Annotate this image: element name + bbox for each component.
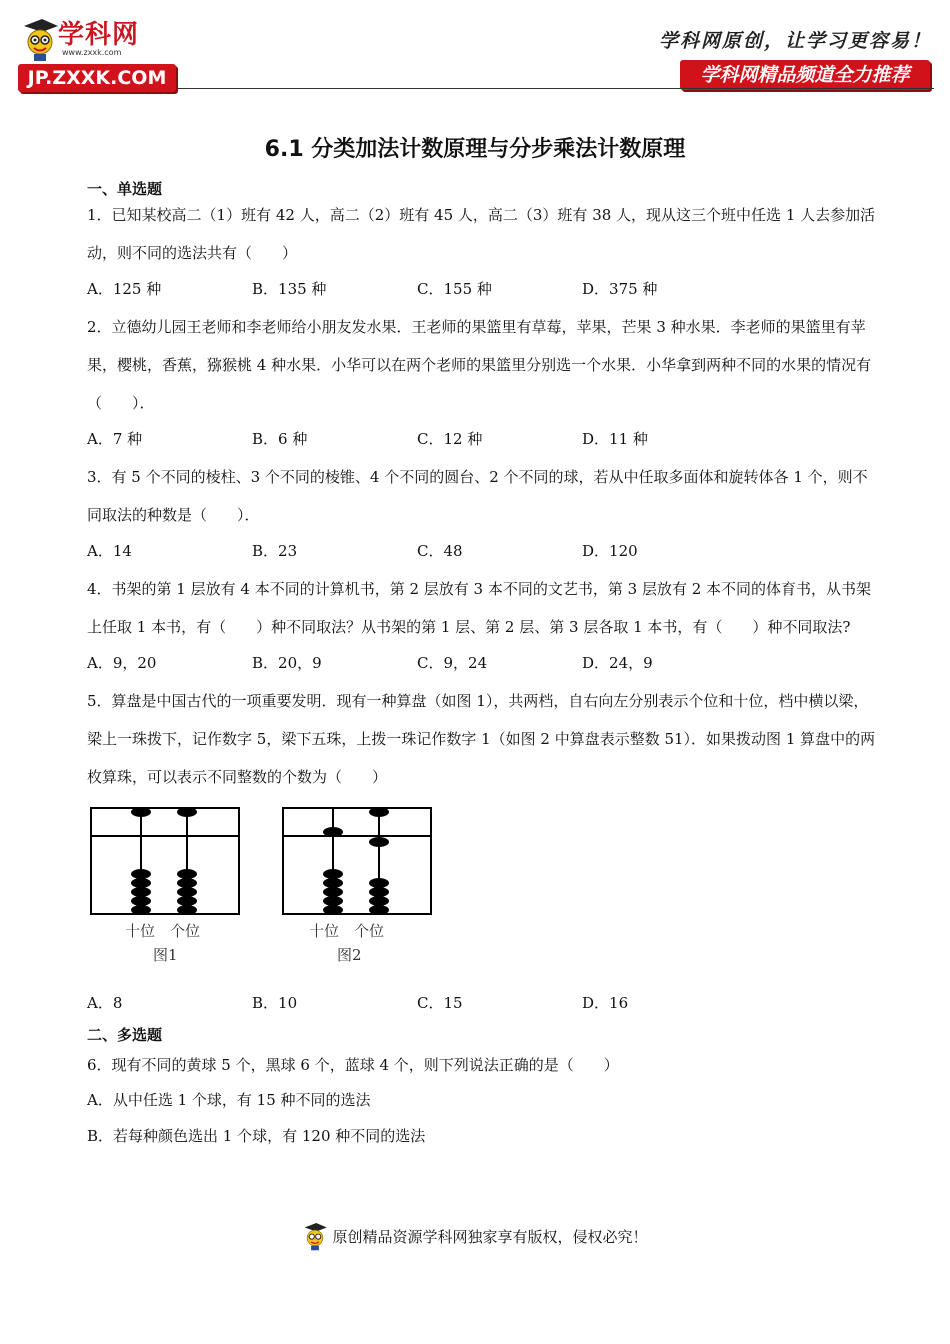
page-footer xyxy=(0,1220,950,1256)
logo-domain-badge: JP.ZXXK.COM xyxy=(18,64,176,92)
question-1-option-a: A．125 种 xyxy=(87,280,162,298)
page-title: 6.1 分类加法计数原理与分步乘法计数原理 xyxy=(264,137,686,162)
question-3-option-c: C．48 xyxy=(417,542,463,560)
question-2-text: 2．立德幼儿园王老师和李老师给小朋友发水果．王老师的果篮里有草莓，苹果，芒果 3 种水果．李老师的果篮里有苹果，樱桃，香蕉，猕猴桃 4 种水果．小华可以在两个老师的果篮里分别选一个水果．小华拿到两种不同的水果的情况有（ ）． xyxy=(87,318,872,412)
logo-site-url: www.zxxk.com xyxy=(62,48,122,57)
site-logo[interactable] xyxy=(18,14,183,96)
abacus-1-caption: 图1 xyxy=(153,946,178,964)
document-body xyxy=(87,174,877,1154)
question-5-text: 5．算盘是中国古代的一项重要发明．现有一种算盘（如图 1），共两档，自右向左分别表示个位和十位，档中横以梁，梁上一珠拨下，记作数字 5，梁下五珠，上拨一珠记作数字 1（如图 2 中算盘表示整数 51）．如果拨动图 1 算盘中的两枚算珠，可以表示不同整数的个数为（ ） xyxy=(87,692,876,786)
question-6-option-a: A．从中任选 1 个球，有 15 种不同的选法 xyxy=(87,1091,371,1109)
question-1-option-c: C．155 种 xyxy=(417,280,492,298)
question-4-option-b: B．20，9 xyxy=(252,654,322,672)
header-slogan: 学科网原创，让学习更容易！ xyxy=(658,30,932,52)
logo-text: 学科网 xyxy=(58,20,140,50)
question-4-option-c: C．9，24 xyxy=(417,654,488,672)
question-1-option-d: D．375 种 xyxy=(582,280,658,298)
mascot-icon xyxy=(20,16,60,62)
question-2-option-b: B．6 种 xyxy=(252,430,308,448)
question-2-option-c: C．12 种 xyxy=(417,430,483,448)
question-1-text: 1．已知某校高二（1）班有 42 人，高二（2）班有 45 人，高二（3）班有 38 人，现从这三个班中任选 1 人去参加活动，则不同的选法共有（ ） xyxy=(87,206,876,262)
question-2-option-d: D．11 种 xyxy=(582,430,648,448)
question-5-option-c: C．15 xyxy=(417,994,463,1012)
question-4-text: 4．书架的第 1 层放有 4 本不同的计算机书，第 2 层放有 3 本不同的文艺书，第 3 层放有 2 本不同的体育书，从书架上任取 1 本书，有（ ）种不同取法？从书架的第 1 层、第 2 层、第 3 层各取 1 本书，有（ ）种不同取法? xyxy=(87,580,872,636)
section-heading-single: 一、单选题 xyxy=(87,180,163,198)
question-3-text: 3．有 5 个不同的棱柱、3 个不同的棱锥、4 个不同的圆台、2 个不同的球，若从中任取多面体和旋转体各 1 个，则不同取法的种数是（ ）． xyxy=(87,468,868,524)
header-banner: 学科网精品频道全力推荐 xyxy=(680,60,930,90)
question-5-option-a: A．8 xyxy=(87,994,123,1012)
question-6-text: 6．现有不同的黄球 5 个，黑球 6 个，蓝球 4 个，则下列说法正确的是（ ） xyxy=(87,1056,619,1074)
question-3-options xyxy=(87,534,877,568)
question-2-options xyxy=(87,422,877,456)
question-4-options xyxy=(87,646,877,680)
question-1-options xyxy=(87,272,877,306)
page-header xyxy=(0,0,950,100)
question-5-options xyxy=(87,986,877,1020)
header-divider xyxy=(178,88,934,89)
question-3-option-d: D．120 xyxy=(582,542,638,560)
mascot-icon xyxy=(302,1220,328,1252)
abacus-figure-2 xyxy=(279,802,469,978)
abacus-1-labels: 十位 个位 xyxy=(125,922,201,940)
question-4-option-a: A．9，20 xyxy=(87,654,157,672)
abacus-2-labels: 十位 个位 xyxy=(309,922,385,940)
abacus-figures xyxy=(87,802,877,978)
question-6-option-b: B．若每种颜色选出 1 个球，有 120 种不同的选法 xyxy=(87,1127,426,1145)
copyright-notice: 原创精品资源学科网独家享有版权，侵权必究！ xyxy=(332,1227,648,1246)
abacus-2-caption: 图2 xyxy=(337,946,362,964)
question-3-option-a: A．14 xyxy=(87,542,132,560)
abacus-figure-1 xyxy=(87,802,277,978)
question-4-option-d: D．24，9 xyxy=(582,654,653,672)
section-heading-multi: 二、多选题 xyxy=(87,1026,163,1044)
question-5-option-b: B．10 xyxy=(252,994,298,1012)
question-1-option-b: B．135 种 xyxy=(252,280,327,298)
question-2-option-a: A．7 种 xyxy=(87,430,143,448)
question-3-option-b: B．23 xyxy=(252,542,298,560)
question-5-option-d: D．16 xyxy=(582,994,629,1012)
